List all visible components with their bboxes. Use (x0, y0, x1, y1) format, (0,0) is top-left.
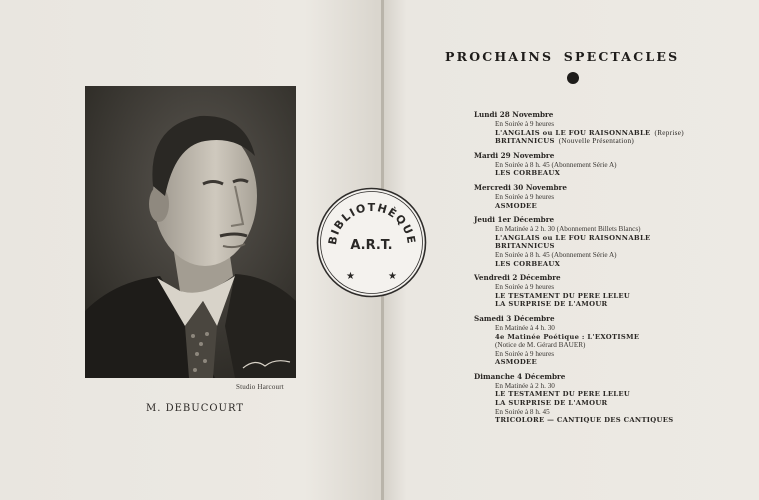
schedule-line-text: (Notice de M. Gérard BAUER) (495, 341, 586, 350)
schedule-session-time (474, 382, 744, 391)
portrait-photo (85, 86, 296, 378)
star-icon: ★ (346, 271, 355, 282)
schedule-play-title (474, 416, 744, 425)
schedule-play-title (474, 300, 744, 309)
schedule-line-text: LES CORBEAUX (495, 169, 561, 178)
schedule-day-date: Mercredi 30 Novembre (474, 182, 567, 192)
schedule-line-text: LES CORBEAUX (495, 259, 561, 268)
schedule-session-time (474, 251, 744, 260)
schedule-session-time (474, 120, 744, 129)
schedule-line-text: L'ANGLAIS ou LE FOU RAISONNABLE (495, 233, 651, 242)
schedule-line-text: 4e Matinée Poétique : L'EXOTISME (495, 332, 640, 341)
schedule-line-text: ASMODEE (495, 358, 537, 367)
schedule-session-time (474, 408, 744, 417)
schedule-play-title (474, 234, 744, 243)
schedule-line-text: En Soirée à 9 heures (495, 349, 555, 358)
schedule-play-title (474, 169, 744, 178)
schedule-line-note: (Nouvelle Présentation) (558, 137, 635, 146)
schedule-play-title (474, 390, 744, 399)
schedule-line-text: En Matinée à 2 h. 30 (495, 381, 555, 390)
schedule-line-text: LE TESTAMENT DU PERE LELEU (495, 390, 631, 399)
schedule-line-text: En Matinée à 2 h. 30 (Abonnement Billets Blancs) (495, 225, 641, 234)
schedule-day (474, 183, 744, 210)
schedule-line-text: L'ANGLAIS ou LE FOU RAISONNABLE (495, 128, 651, 137)
schedule-play-title (474, 260, 744, 269)
schedule-day (474, 110, 744, 146)
schedule-line-text: BRITANNICUS (495, 137, 555, 146)
schedule-play-title (474, 333, 744, 342)
schedule-day-date: Samedi 3 Décembre (474, 313, 555, 323)
schedule-session-time (474, 161, 744, 170)
schedule-play-title (474, 129, 744, 138)
schedule-day-date: Dimanche 4 Décembre (474, 371, 566, 381)
schedule-line-text: ASMODEE (495, 201, 537, 210)
schedule-play-title (474, 137, 744, 146)
schedule-day-date: Vendredi 2 Décembre (474, 273, 561, 283)
schedule-session-time (474, 283, 744, 292)
portrait-illustration (85, 86, 296, 378)
schedule-session-time (474, 193, 744, 202)
schedule-session-time (474, 350, 744, 359)
schedule-day-date: Lundi 28 Novembre (474, 110, 554, 119)
schedule-day-date: Mardi 29 Novembre (474, 150, 555, 160)
schedule-day-date: Jeudi 1er Décembre (474, 215, 555, 225)
ornament-dot-icon (567, 72, 579, 84)
schedule-play-title (474, 399, 744, 408)
schedule-session-time (474, 324, 744, 333)
stamp-top-text: BIBLIOTHÈQUE (325, 200, 419, 246)
schedule-list (474, 110, 744, 430)
schedule-line-note: (Reprise) (654, 128, 684, 137)
library-stamp (316, 187, 427, 298)
schedule-day (474, 151, 744, 178)
schedule-line-text: LA SURPRISE DE L'AMOUR (495, 300, 608, 309)
schedule-play-title (474, 292, 744, 301)
schedule-line-text: En Soirée à 8 h. 45 (Abonnement Série A) (495, 160, 617, 169)
schedule-day (474, 215, 744, 268)
schedule-play-title (474, 242, 744, 251)
schedule-play-title (474, 358, 744, 367)
stamp-center-text: A.R.T. (350, 238, 393, 253)
schedule-line-text: LA SURPRISE DE L'AMOUR (495, 399, 608, 408)
schedule-line-text: En Soirée à 8 h. 45 (Abonnement Série A) (495, 250, 617, 259)
schedule-line-text: En Soirée à 9 heures (495, 283, 555, 292)
schedule-line-text: TRICOLORE — CANTIQUE DES CANTIQUES (495, 416, 674, 425)
schedule-line-text: En Soirée à 9 heures (495, 120, 555, 128)
schedule-day (474, 314, 744, 367)
schedule-day (474, 273, 744, 309)
star-icon: ★ (388, 271, 397, 282)
schedule-line-text: En Matinée à 4 h. 30 (495, 323, 555, 332)
schedule-session-time (474, 341, 744, 350)
schedule-line-text: En Soirée à 9 heures (495, 192, 555, 201)
schedule-line-text: BRITANNICUS (495, 242, 555, 251)
schedule-line-text: En Soirée à 8 h. 45 (495, 407, 550, 416)
page-title: PROCHAINS SPECTACLES (445, 49, 680, 64)
schedule-line-text: LE TESTAMENT DU PERE LELEU (495, 291, 631, 300)
schedule-session-time (474, 225, 744, 234)
photo-credit: Studio Harcourt (236, 383, 284, 391)
portrait-caption: M. DEBUCOURT (146, 403, 244, 414)
schedule-play-title (474, 202, 744, 211)
schedule-day (474, 372, 744, 425)
